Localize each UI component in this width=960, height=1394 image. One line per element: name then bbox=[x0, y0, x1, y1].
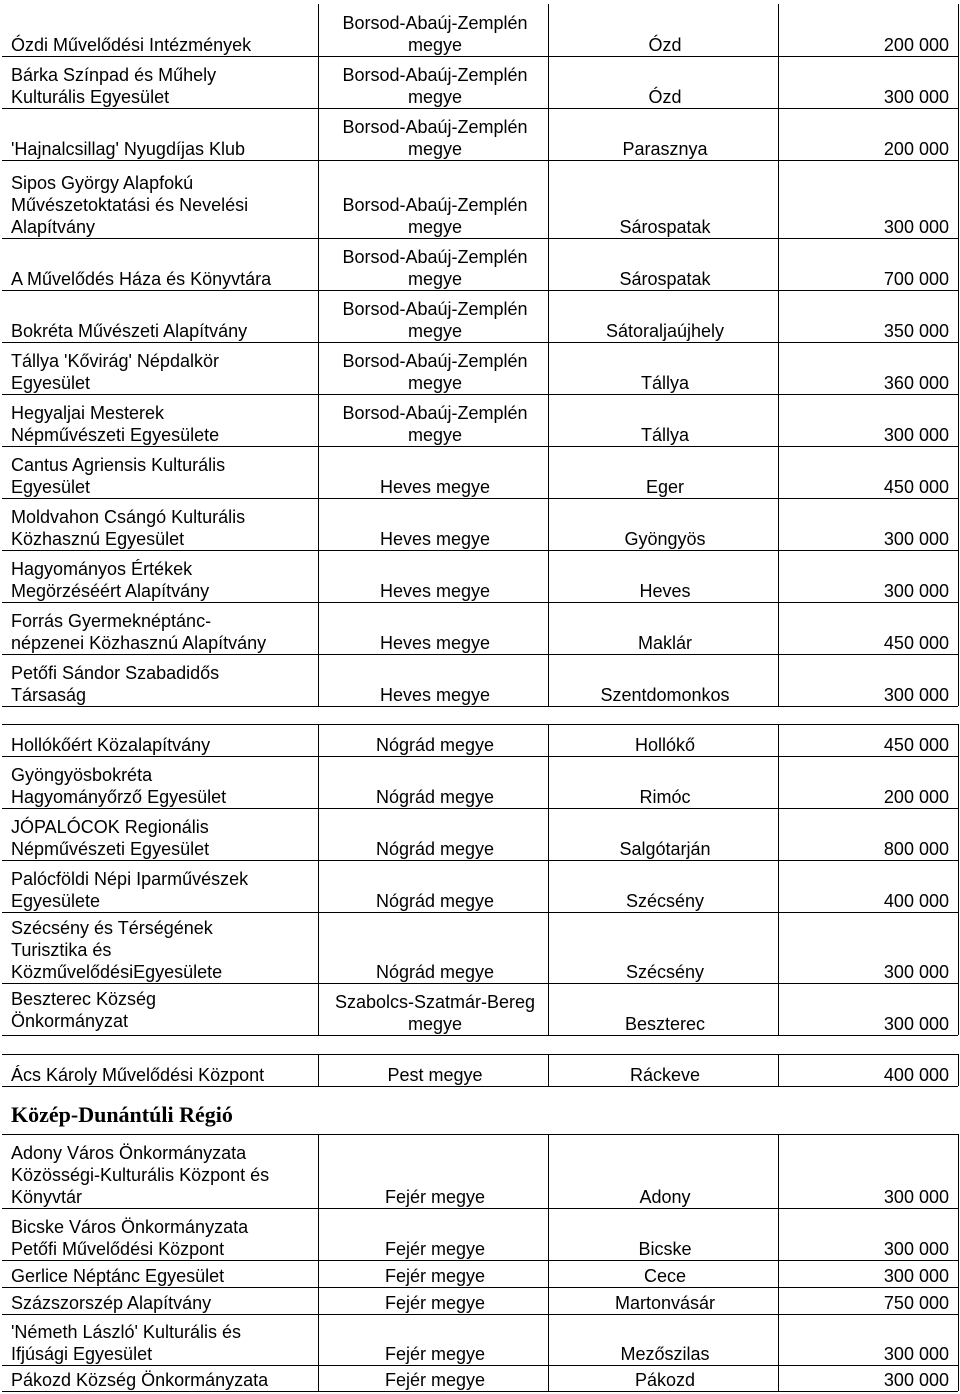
column-rule bbox=[778, 724, 779, 1035]
table-rule bbox=[2, 1086, 958, 1087]
town: Ózd bbox=[648, 87, 682, 107]
organization-name: Beszterec Község Önkormányzat bbox=[11, 989, 157, 1031]
organization-name: Hagyományos Értékek Megörzéséért Alapítvány bbox=[11, 559, 210, 601]
table-row bbox=[0, 498, 960, 550]
organization-name: Bicske Város Önkormányzata Petőfi Művelődési Központ bbox=[11, 1217, 249, 1259]
organization-name: Szécsény és Térségének Turisztika és KözművelődésiEgyesülete bbox=[11, 918, 223, 982]
table-rule bbox=[2, 498, 958, 499]
town: Sátoraljaújhely bbox=[605, 321, 725, 341]
county: Heves megye bbox=[379, 685, 491, 705]
table-rule bbox=[2, 1391, 958, 1392]
table-row bbox=[0, 342, 960, 394]
table-rule bbox=[2, 1314, 958, 1315]
town: Bicske bbox=[638, 1239, 692, 1259]
table-row bbox=[0, 654, 960, 706]
table-row bbox=[0, 1365, 960, 1391]
table-rule bbox=[2, 56, 958, 57]
county: Borsod-Abaúj-Zemplén megye bbox=[342, 117, 528, 159]
organization-name: Bárka Színpad és Műhely Kulturális Egyesület bbox=[11, 65, 217, 107]
amount: 200 000 bbox=[883, 139, 949, 159]
town: Heves bbox=[639, 581, 691, 601]
table-rule bbox=[2, 238, 958, 239]
town: Gyöngyös bbox=[624, 529, 706, 549]
organization-name: Hegyaljai Mesterek Népművészeti Egyesülete bbox=[11, 403, 220, 445]
county: Nógrád megye bbox=[375, 891, 495, 911]
table-row bbox=[0, 983, 960, 1035]
county: Nógrád megye bbox=[375, 839, 495, 859]
table-rule bbox=[2, 342, 958, 343]
county: Nógrád megye bbox=[375, 735, 495, 755]
column-rule bbox=[778, 1134, 779, 1391]
table-rule bbox=[2, 394, 958, 395]
column-rule bbox=[958, 4, 959, 706]
town: Sárospatak bbox=[619, 217, 711, 237]
table-row bbox=[0, 4, 960, 56]
table-rule bbox=[2, 860, 958, 861]
town: Szentdomonkos bbox=[600, 685, 730, 705]
column-rule bbox=[958, 1054, 959, 1086]
table-row bbox=[0, 1260, 960, 1287]
table-row bbox=[0, 860, 960, 912]
organization-name: Pákozd Község Önkormányzata bbox=[11, 1370, 269, 1390]
amount: 300 000 bbox=[883, 1239, 949, 1259]
table-rule bbox=[2, 1054, 958, 1055]
organization-name: Forrás Gyermeknéptánc- népzenei Közhasznú Alapítvány bbox=[11, 611, 267, 653]
organization-name: Gerlice Néptánc Egyesület bbox=[11, 1266, 225, 1286]
table-row bbox=[0, 912, 960, 983]
table-rule bbox=[2, 756, 958, 757]
organization-name: Ózdi Művelődési Intézmények bbox=[11, 35, 252, 55]
column-rule bbox=[548, 1054, 549, 1086]
amount: 200 000 bbox=[883, 35, 949, 55]
town: Maklár bbox=[637, 633, 692, 653]
amount: 300 000 bbox=[883, 1266, 949, 1286]
table-rule bbox=[2, 1365, 958, 1366]
organization-name: Sipos György Alapfokú Művészetoktatási és Nevelési Alapítvány bbox=[11, 173, 249, 237]
table-row bbox=[0, 56, 960, 108]
organization-name: 'Hajnalcsillag' Nyugdíjas Klub bbox=[11, 139, 245, 159]
table-rule bbox=[2, 912, 958, 913]
table-rule bbox=[2, 602, 958, 603]
amount: 400 000 bbox=[883, 1065, 949, 1085]
table-row bbox=[0, 160, 960, 238]
column-rule bbox=[318, 1054, 319, 1086]
town: Adony bbox=[639, 1187, 691, 1207]
region-heading: Közép-Dunántúli Régió bbox=[11, 1102, 233, 1127]
amount: 700 000 bbox=[883, 269, 949, 289]
amount: 360 000 bbox=[883, 373, 949, 393]
table-rule bbox=[2, 724, 958, 725]
county: Borsod-Abaúj-Zemplén megye bbox=[342, 195, 528, 237]
town: Tállya bbox=[640, 425, 689, 445]
town: Szécsény bbox=[625, 891, 705, 911]
column-rule bbox=[318, 1134, 319, 1391]
table-row bbox=[0, 290, 960, 342]
organization-name: Adony Város Önkormányzata Közösségi-Kulturális Központ és Könyvtár bbox=[11, 1143, 270, 1207]
amount: 400 000 bbox=[883, 891, 949, 911]
amount: 800 000 bbox=[883, 839, 949, 859]
organization-name: Cantus Agriensis Kulturális Egyesület bbox=[11, 455, 226, 497]
table-rule bbox=[2, 1134, 958, 1135]
county: Borsod-Abaúj-Zemplén megye bbox=[342, 65, 528, 107]
column-rule bbox=[958, 1134, 959, 1391]
amount: 350 000 bbox=[883, 321, 949, 341]
town: Szécsény bbox=[625, 962, 705, 982]
county: Nógrád megye bbox=[375, 962, 495, 982]
county: Fejér megye bbox=[384, 1239, 486, 1259]
amount: 300 000 bbox=[883, 581, 949, 601]
town: Tállya bbox=[640, 373, 689, 393]
amount: 300 000 bbox=[883, 685, 949, 705]
table-row bbox=[0, 756, 960, 808]
table-rule bbox=[2, 446, 958, 447]
town: Hollókő bbox=[634, 735, 696, 755]
table-row bbox=[0, 1287, 960, 1314]
town: Sárospatak bbox=[619, 269, 711, 289]
table-rule bbox=[2, 1035, 958, 1036]
county: Fejér megye bbox=[384, 1293, 486, 1313]
county: Heves megye bbox=[379, 581, 491, 601]
town: Ózd bbox=[648, 35, 682, 55]
amount: 300 000 bbox=[883, 217, 949, 237]
table-rule bbox=[2, 983, 958, 984]
county: Borsod-Abaúj-Zemplén megye bbox=[342, 403, 528, 445]
organization-name: Palócföldi Népi Iparművészek Egyesülete bbox=[11, 869, 249, 911]
town: Parasznya bbox=[622, 139, 708, 159]
table-rule bbox=[2, 1208, 958, 1209]
amount: 200 000 bbox=[883, 787, 949, 807]
organization-name: A Művelődés Háza és Könyvtára bbox=[11, 269, 272, 289]
column-rule bbox=[778, 1054, 779, 1086]
table-row bbox=[0, 1314, 960, 1365]
amount: 300 000 bbox=[883, 1370, 949, 1390]
county: Nógrád megye bbox=[375, 787, 495, 807]
amount: 750 000 bbox=[883, 1293, 949, 1313]
organization-name: Petőfi Sándor Szabadidős Társaság bbox=[11, 663, 220, 705]
county: Fejér megye bbox=[384, 1370, 486, 1390]
town: Beszterec bbox=[624, 1014, 706, 1034]
organization-name: Hollókőért Közalapítvány bbox=[11, 735, 211, 755]
amount: 450 000 bbox=[883, 633, 949, 653]
amount: 300 000 bbox=[883, 1344, 949, 1364]
town: Rimóc bbox=[639, 787, 691, 807]
table-row bbox=[0, 238, 960, 290]
county: Heves megye bbox=[379, 477, 491, 497]
amount: 300 000 bbox=[883, 87, 949, 107]
town: Martonvásár bbox=[614, 1293, 716, 1313]
table-rule bbox=[2, 1287, 958, 1288]
county: Borsod-Abaúj-Zemplén megye bbox=[342, 247, 528, 289]
table-rule bbox=[2, 108, 958, 109]
amount: 300 000 bbox=[883, 1187, 949, 1207]
column-rule bbox=[548, 724, 549, 1035]
table-row bbox=[0, 446, 960, 498]
organization-name: Moldvahon Csángó Kulturális Közhasznú Egyesület bbox=[11, 507, 246, 549]
county: Borsod-Abaúj-Zemplén megye bbox=[342, 299, 528, 341]
organization-name: Gyöngyösbokréta Hagyományőrző Egyesület bbox=[11, 765, 227, 807]
column-rule bbox=[958, 724, 959, 1035]
county: Fejér megye bbox=[384, 1266, 486, 1286]
town: Salgótarján bbox=[619, 839, 711, 859]
column-rule bbox=[778, 4, 779, 706]
table-row bbox=[0, 394, 960, 446]
column-rule bbox=[548, 1134, 549, 1391]
county: Fejér megye bbox=[384, 1187, 486, 1207]
organization-name: JÓPALÓCOK Regionális Népművészeti Egyesület bbox=[11, 817, 210, 859]
amount: 450 000 bbox=[883, 477, 949, 497]
table-row bbox=[0, 1134, 960, 1208]
county: Szabolcs-Szatmár-Bereg megye bbox=[334, 992, 536, 1034]
table-row bbox=[0, 724, 960, 756]
table-row bbox=[0, 808, 960, 860]
amount: 450 000 bbox=[883, 735, 949, 755]
amount: 300 000 bbox=[883, 1014, 949, 1034]
column-rule bbox=[318, 4, 319, 706]
table-rule bbox=[2, 706, 958, 707]
table-row bbox=[0, 550, 960, 602]
amount: 300 000 bbox=[883, 529, 949, 549]
table-rule bbox=[2, 808, 958, 809]
table-row bbox=[0, 1208, 960, 1260]
county: Borsod-Abaúj-Zemplén megye bbox=[342, 13, 528, 55]
county: Borsod-Abaúj-Zemplén megye bbox=[342, 351, 528, 393]
town: Cece bbox=[643, 1266, 687, 1286]
table-row bbox=[0, 1054, 960, 1086]
table-row bbox=[0, 602, 960, 654]
table-rule bbox=[2, 290, 958, 291]
column-rule bbox=[318, 724, 319, 1035]
organization-name: Bokréta Művészeti Alapítvány bbox=[11, 321, 248, 341]
organization-name: 'Németh László' Kulturális és Ifjúsági Egyesület bbox=[11, 1322, 241, 1364]
town: Mezőszilas bbox=[620, 1344, 710, 1364]
table-row bbox=[0, 108, 960, 160]
town: Eger bbox=[645, 477, 685, 497]
column-rule bbox=[548, 4, 549, 706]
organization-name: Ács Károly Művelődési Központ bbox=[11, 1065, 265, 1085]
organization-name: Tállya 'Kővirág' Népdalkör Egyesület bbox=[11, 351, 219, 393]
town: Ráckeve bbox=[629, 1065, 701, 1085]
table-rule bbox=[2, 654, 958, 655]
county: Heves megye bbox=[379, 633, 491, 653]
county: Pest megye bbox=[387, 1065, 483, 1085]
table-rule bbox=[2, 160, 958, 161]
table-rule bbox=[2, 550, 958, 551]
table-rule bbox=[2, 1260, 958, 1261]
amount: 300 000 bbox=[883, 425, 949, 445]
county: Heves megye bbox=[379, 529, 491, 549]
county: Fejér megye bbox=[384, 1344, 486, 1364]
organization-name: Százszorszép Alapítvány bbox=[11, 1293, 212, 1313]
amount: 300 000 bbox=[883, 962, 949, 982]
town: Pákozd bbox=[634, 1370, 696, 1390]
